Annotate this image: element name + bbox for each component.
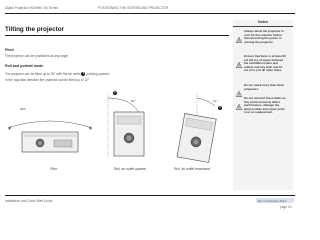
roll-text-after: pointing upward. (86, 72, 110, 76)
marker-1-down: 1 (219, 106, 221, 109)
title-rule (5, 35, 229, 36)
marker-1-up: 1 (114, 91, 116, 94)
note-item-2: Ensure that there is at least 30 cm (12 in.) of space between the ventilation inlets and outlets and any wall, and 10 cm (4 in.) on all other sides. (244, 54, 286, 73)
warning-icon (236, 30, 242, 36)
header-product: Digital Projection HIGHlite 740 Series (5, 6, 58, 10)
caption-roll-up: Roll, air outlet upward (114, 167, 146, 171)
caption-roll-down: Roll, air outlet downward (174, 167, 211, 171)
label-360: 360° (20, 107, 27, 111)
roll-text (5, 72, 110, 76)
warning-icon (236, 84, 242, 90)
footer-rule (5, 195, 295, 196)
warning-icon (236, 97, 242, 103)
header-rule (5, 13, 295, 14)
roll-up-figure (100, 88, 160, 163)
page-title: Tilting the projector (5, 26, 65, 33)
pitch-heading: Pitch (5, 48, 14, 52)
roll-text-before: The projector can be tilted up to 90° with the air outlet (5, 72, 81, 76)
pitch-figure (4, 112, 96, 162)
roll-down-figure (163, 90, 229, 165)
footer-guide-title: Installation and Quick Start Guide (5, 199, 53, 203)
roll-heading: Roll and portrait mode (5, 64, 44, 68)
note-item-4: Do not connect these limits as this could seriously affect performance, damage the lamp module and cause extra cost on replacement. (244, 96, 286, 115)
notes-heading: Notes (233, 19, 293, 27)
label-12: 12° (213, 99, 218, 103)
note-item-3: Do not stack more than three projectors. (244, 83, 284, 91)
roll-down-illustration (163, 90, 229, 165)
footer-rev: Rev 1 February 2014 (258, 199, 287, 203)
pitch-text: The projector can be positioned at any angle. (5, 54, 69, 58)
warning-icon (236, 55, 242, 61)
marker-1-inline: 1 (82, 72, 85, 76)
roll-text-2: In the opposite direction the projector can be tilted up to 12°. (5, 78, 91, 82)
header-section: POSITIONING THE SCREEN AND PROJECTOR (98, 6, 169, 10)
page-number: page 13 (280, 205, 292, 209)
label-90: 90° (131, 99, 136, 103)
roll-up-illustration (100, 88, 160, 163)
pitch-illustration (4, 112, 96, 162)
caption-pitch: Pitch (50, 167, 58, 171)
note-item-1: Always allow the projector to cool for five minutes before disconnecting the power or moving the projector. (244, 29, 284, 44)
